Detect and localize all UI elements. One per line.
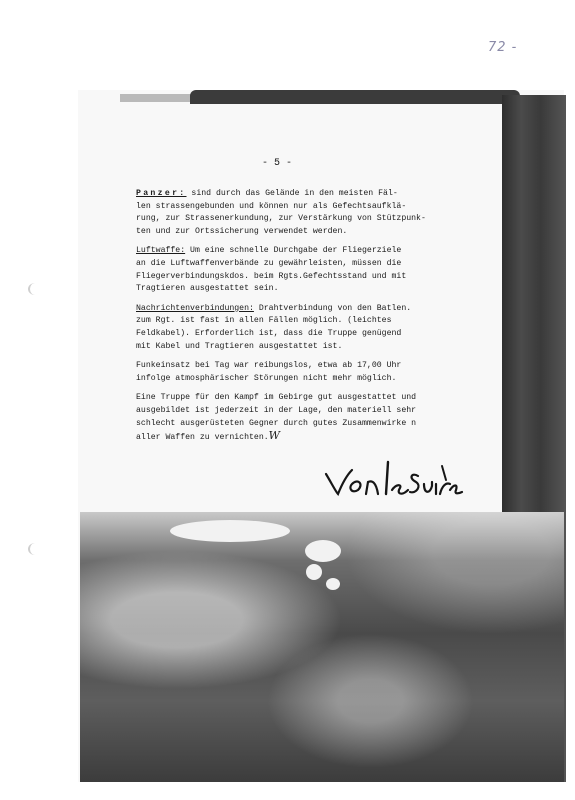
page-number: - 5 - xyxy=(262,158,293,169)
text-line: zum Rgt. ist fast in allen Fällen möglich. (leichtes xyxy=(136,316,392,326)
copy-shadow-bottom xyxy=(80,512,564,782)
copy-shadow-top xyxy=(190,90,520,104)
text-line: len strassengebunden und können nur als Gefechtsaufklä- xyxy=(136,201,407,211)
paragraph-funkeinsatz xyxy=(136,360,436,385)
text-line: mit Kabel und Tragtieren ausgestattet ist. xyxy=(136,341,343,351)
text-line: aller Waffen zu vernichten.W xyxy=(136,429,280,443)
section-heading: Panzer: xyxy=(136,189,187,198)
document-body xyxy=(136,188,436,452)
section-heading: Nachrichtenverbindungen: xyxy=(136,303,254,313)
text-line: Panzer: sind durch das Gelände in den meisten Fäl- xyxy=(136,189,398,198)
text-line: infolge atmosphärischer Störungen nicht mehr möglich. xyxy=(136,373,397,383)
copy-artifact xyxy=(306,564,322,580)
copy-artifact xyxy=(170,520,290,542)
paragraph-panzer xyxy=(136,188,436,238)
text-line: ausgebildet ist jederzeit in der Lage, den materiell sehr xyxy=(136,405,417,415)
text-line: Feldkabel). Erforderlich ist, dass die Truppe genügend xyxy=(136,328,402,338)
section-heading: Luftwaffe: xyxy=(136,246,186,256)
text-line: rung, zur Strassenerkundung, zur Verstärkung von Stützpunk- xyxy=(136,214,426,224)
text-line: schlecht ausgerüsteten Gegner durch gutes Zusammenwirke n xyxy=(136,418,417,428)
copy-shadow-top-left xyxy=(120,94,200,102)
text-line: Tragtieren ausgestattet sein. xyxy=(136,284,279,294)
punch-hole-mark xyxy=(28,543,42,555)
copy-artifact xyxy=(326,578,340,590)
text-line: ten und zur Ortssicherung verwendet werden. xyxy=(136,226,348,236)
copy-artifact xyxy=(305,540,341,562)
punch-hole-mark xyxy=(28,283,42,295)
text-line: Nachrichtenverbindungen: Drahtverbindung von den Batlen. xyxy=(136,303,412,313)
text-line: Fliegerverbindungskdos. beim Rgts.Gefechtsstand und mit xyxy=(136,271,407,281)
text-line: Funkeinsatz bei Tag war reibungslos, etwa ab 17,00 Uhr xyxy=(136,361,402,371)
paragraph-nachrichten xyxy=(136,303,436,353)
handwritten-end-mark: W xyxy=(268,429,280,443)
paragraph-luftwaffe xyxy=(136,245,436,295)
paragraph-conclusion xyxy=(136,392,436,444)
text-line: an die Luftwaffenverbände zu gewährleisten, müssen die xyxy=(136,258,402,268)
text-line: Luftwaffe: Um eine schnelle Durchgabe der Fliegerziele xyxy=(136,246,402,256)
archive-page-number: 72 - xyxy=(488,40,518,55)
text-line: Eine Truppe für den Kampf im Gebirge gut ausgestattet und xyxy=(136,393,417,403)
handwritten-signature xyxy=(322,454,464,500)
